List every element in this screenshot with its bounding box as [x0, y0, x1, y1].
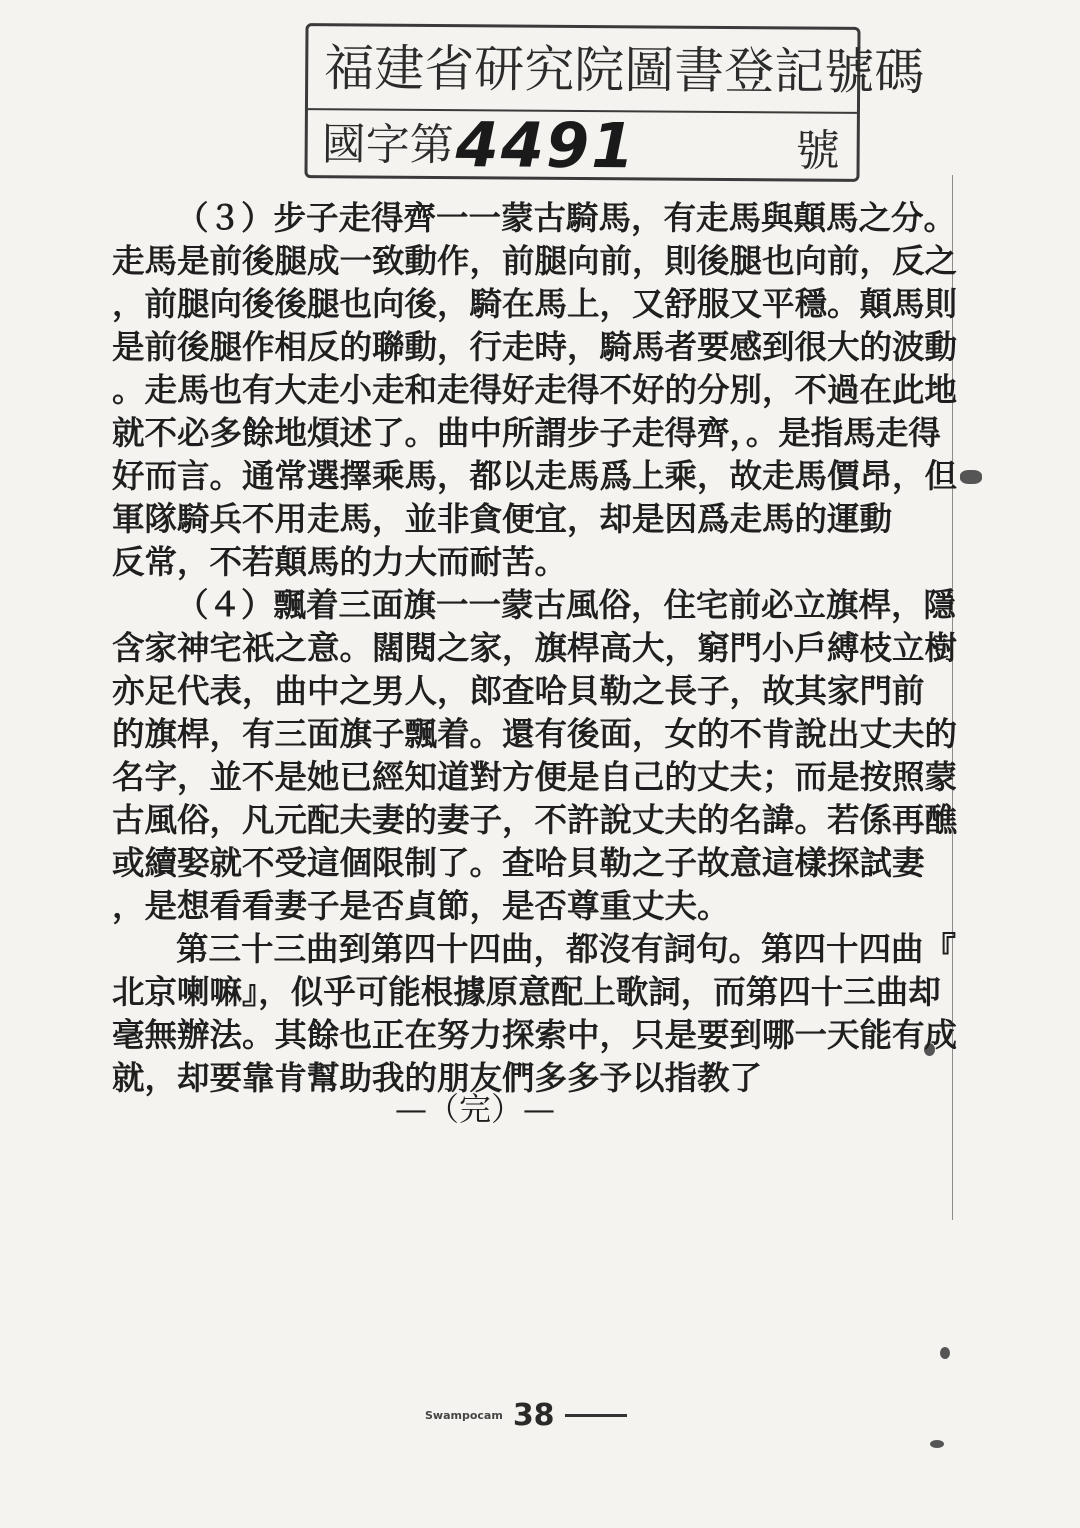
- text-line: 含家神宅祇之意。闊閱之家，旗桿高大，窮門小戶縛枝立樹: [112, 628, 958, 667]
- text-line: 反常，不若顛馬的力大而耐苦。: [112, 542, 568, 581]
- library-registration-stamp: [304, 23, 925, 183]
- text-line: 古風俗，凡元配夫妻的妻子，不許說丈夫的名諱。若係再醮: [112, 800, 958, 839]
- page-footer: [425, 1398, 627, 1433]
- stamp-suffix: 號: [795, 125, 840, 177]
- text-line: 的旗桿，有三面旗子飄着。還有後面，女的不肯說出丈夫的: [112, 714, 958, 753]
- stamp-prefix: 國字第: [321, 119, 454, 172]
- text-line: 是前後腿作相反的聯動，行走時，騎馬者要感到很大的波動: [112, 327, 958, 366]
- text-line: 北京喇嘛』，似乎可能根據原意配上歌詞，而第四十三曲却: [112, 972, 941, 1011]
- text-line: 毫無辦法。其餘也正在努力探索中，只是要到哪一天能有成: [112, 1015, 958, 1054]
- page-number: 38: [512, 1398, 555, 1433]
- stamp-title: 福建省研究院圖書登記號碼: [324, 39, 925, 102]
- text-line: ，是想看看妻子是否貞節，是否尊重丈夫。: [112, 886, 730, 925]
- footer-brand: Swampocam: [425, 1409, 503, 1422]
- text-line: ，前腿向後後腿也向後，騎在馬上，又舒服又平穩。顛馬則: [112, 284, 958, 323]
- body-text: [112, 196, 958, 1099]
- text-line: 或續娶就不受這個限制了。查哈貝勒之子故意這樣探試妻: [112, 843, 925, 882]
- text-line: （３）步子走得齊一一蒙古騎馬，有走馬與顛馬之分。: [176, 198, 957, 237]
- stamp-registration-number: 4491: [455, 108, 637, 183]
- footer-dash: [565, 1414, 627, 1417]
- end-mark: —（完）—: [395, 1090, 556, 1128]
- text-line: 走馬是前後腿成一致動作，前腿向前，則後腿也向前，反之: [112, 241, 958, 280]
- ink-speck: [930, 1440, 944, 1448]
- text-line: 好而言。通常選擇乘馬，都以走馬爲上乘，故走馬價昂，但: [112, 456, 958, 495]
- ink-speck: [940, 1347, 950, 1359]
- ink-speck: [960, 470, 982, 484]
- text-line: 就，却要靠肯幫助我的朋友們多多予以指教了: [112, 1058, 763, 1097]
- text-line: 第三十三曲到第四十四曲，都沒有詞句。第四十四曲『: [176, 929, 957, 968]
- text-line: （４）飄着三面旗一一蒙古風俗，住宅前必立旗桿，隱: [176, 585, 957, 624]
- text-line: 亦足代表，曲中之男人，郎查哈貝勒之長子，故其家門前: [112, 671, 925, 710]
- text-line: 名字，並不是她已經知道對方便是自己的丈夫；而是按照蒙: [112, 757, 958, 796]
- text-line: 。走馬也有大走小走和走得好走得不好的分別，不過在此地: [112, 370, 958, 409]
- text-line: 就不必多餘地煩述了。曲中所謂步子走得齊，。是指馬走得: [112, 413, 941, 452]
- text-line: 軍隊騎兵不用走馬，並非貪便宜，却是因爲走馬的運動: [112, 499, 893, 538]
